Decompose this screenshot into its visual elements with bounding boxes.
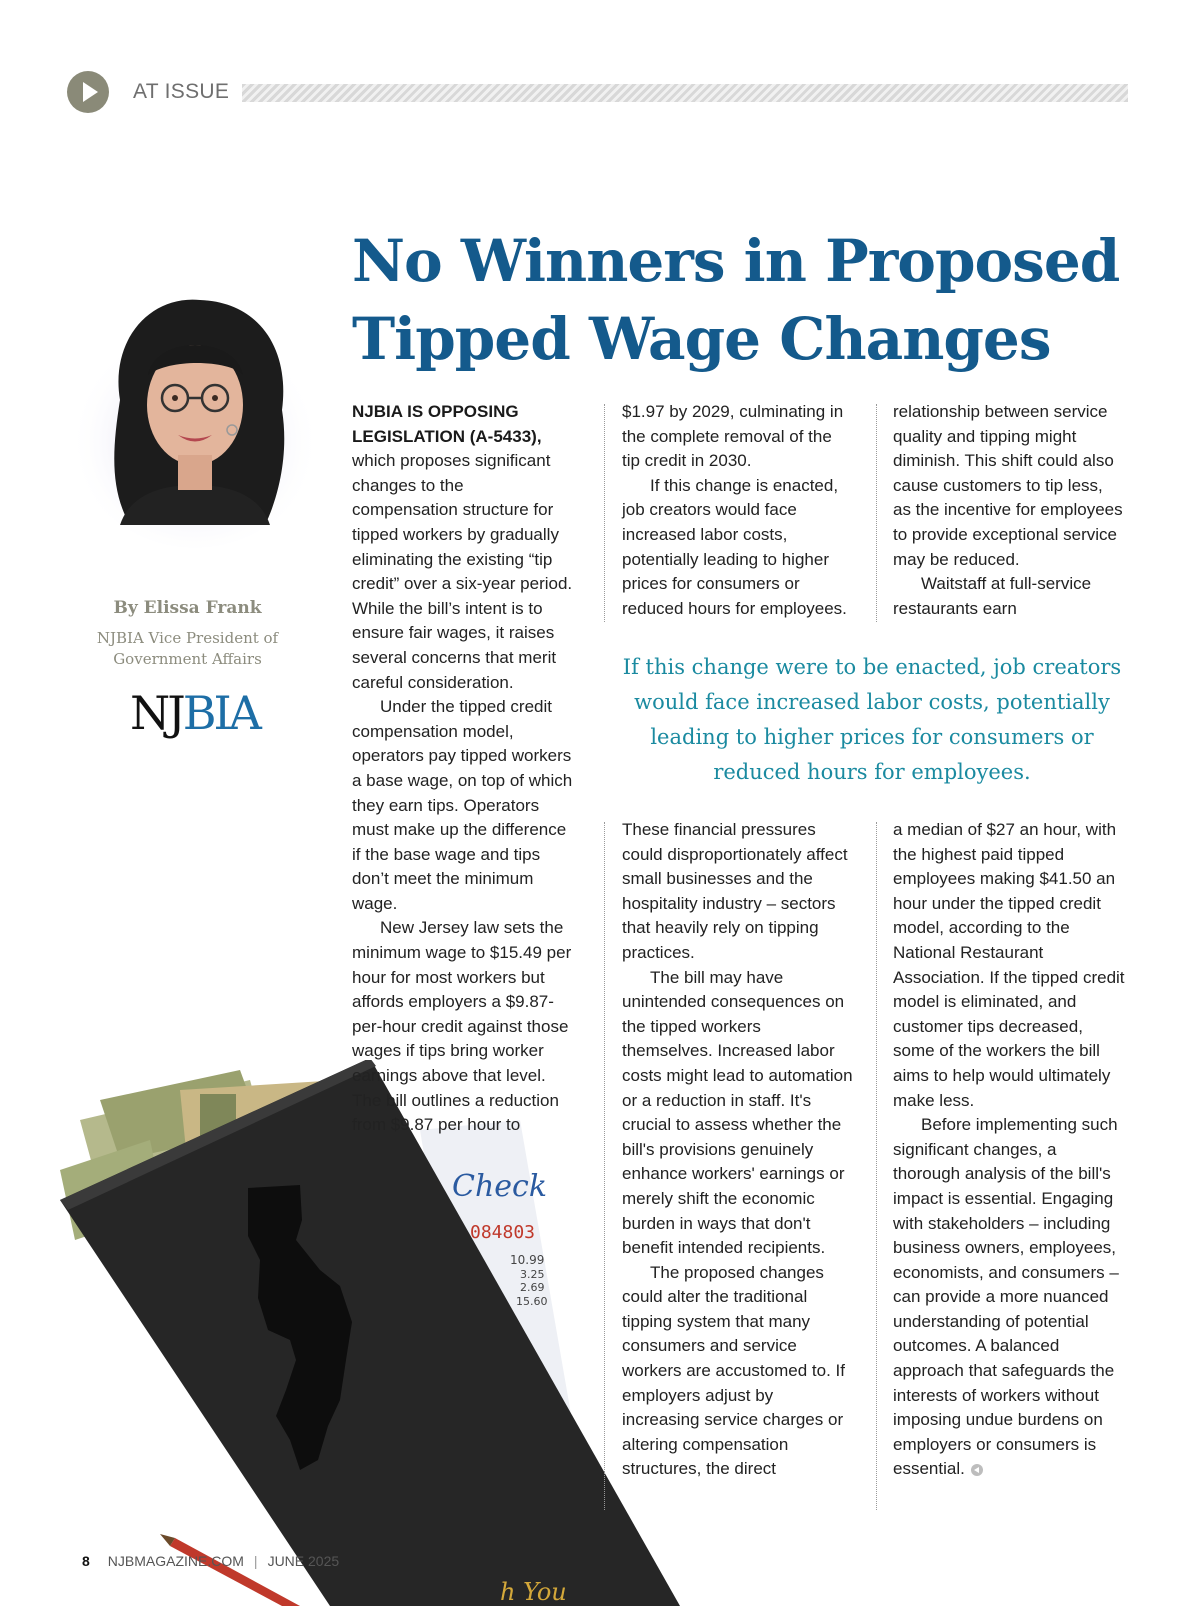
paragraph: relationship between service quality and tipping might diminish. This shift could also cause customers to tip less, as the incentive for employees to provide exceptional service may be reduced.	[893, 402, 1123, 569]
header-rule	[242, 84, 1128, 102]
end-of-article-icon	[971, 1464, 983, 1476]
paragraph: These financial pressures could disproportionately affect small businesses and the hospitality industry – sectors that heavily rely on tipping practices.	[622, 820, 848, 962]
folder-text: h You	[500, 1578, 567, 1606]
paragraph-text: which proposes significant changes to the compensation structure for tipped workers by gradually eliminating the existing “tip credit” over a six-year period. While the bill’s intent is to ensure fair wages, it raises several concerns that merit careful consideration.	[352, 451, 573, 692]
byline: By Elissa Frank	[113, 598, 262, 618]
paragraph: $1.97 by 2029, culminating in the complete removal of the tip credit in 2030.	[622, 402, 844, 471]
author-portrait	[60, 280, 320, 550]
section-label: AT ISSUE	[133, 80, 230, 103]
check-number: 084803	[470, 1222, 536, 1243]
paragraph: The bill may have unintended consequences on the tipped workers themselves. Increased labor costs might lead to automation or a reduction in staff. It's crucial to assess whether the bill's provisions genuinely enhance workers' earnings or merely shift the economic burden in ways that don't benefit intended recipients.	[622, 967, 853, 1258]
lead-in: NJBIA IS OPPOSING LEGISLATION (A-5433),	[352, 402, 542, 446]
article-headline: No Winners in Proposed Tipped Wage Changes	[352, 227, 1120, 373]
column-1	[352, 400, 574, 1138]
paragraph: If this change is enacted, job creators would face increased labor costs, potentially leading to higher prices for consumers or reduced hours for employees.	[622, 475, 847, 618]
column-divider	[604, 404, 605, 622]
paragraph	[893, 1113, 1125, 1482]
check-amount: 3.25	[520, 1268, 545, 1281]
check-presenter-illustration	[0, 1060, 680, 1606]
footer-separator: |	[253, 1553, 258, 1569]
paragraph	[352, 400, 574, 695]
column-3-bottom	[893, 818, 1125, 1482]
column-2-top	[622, 400, 854, 621]
author-title: NJBIA Vice President of Government Affairs	[96, 629, 279, 668]
paragraph: The proposed changes could alter the traditional tipping system that many consumers and service workers are accustomed to. If employers adjust by increasing service charges or altering compensation structures, the direct	[622, 1262, 845, 1479]
column-3-top	[893, 400, 1125, 621]
logo-nj: NJ	[130, 686, 183, 740]
paragraph: New Jersey law sets the minimum wage to $15.49 per hour for most workers but affords employers a $9.87-per-hour credit against those wages if tips bring worker earnings above that level. The bill outlines a reduction from $9.87 per hour to	[352, 918, 572, 1135]
column-divider	[876, 404, 877, 622]
column-divider	[876, 822, 877, 1510]
column-2-bottom	[622, 818, 854, 1482]
paragraph-text: Before implementing such significant changes, a thorough analysis of the bill's impact is essential. Engaging with stakeholders – including business owners, employees, economists, and consumers – can provide a more nuanced understanding of potential outcomes. A balanced approach that safeguards the interests of workers without imposing undue burdens on employers or consumers is essential.	[893, 1115, 1119, 1479]
paragraph: Under the tipped credit compensation model, operators pay tipped workers a base wage, on top of which they earn tips. Operators must make up the difference if the base wage and tips don’t meet the minimum wage.	[352, 697, 573, 913]
logo-bia: BIA	[182, 686, 259, 740]
check-amount: 2.69	[520, 1281, 545, 1294]
pull-quote: If this change were to be enacted, job creators would face increased labor costs, potentially leading to higher prices for consumers or reduced hours for employees.	[622, 655, 1122, 784]
check-label: Check	[452, 1169, 548, 1204]
paragraph: a median of $27 an hour, with the highest paid tipped employees making $41.50 an hour under the tipped credit model, according to the National Restaurant Association. If the tipped credit model is eliminated, and customer tips decreased, some of the workers the bill aims to help would ultimately make less.	[893, 820, 1125, 1110]
footer-date: JUNE 2025	[267, 1553, 340, 1569]
play-icon	[67, 71, 109, 113]
check-amount: 15.60	[516, 1295, 548, 1308]
paragraph: Waitstaff at full-service restaurants earn	[893, 574, 1092, 618]
page-footer	[82, 1553, 339, 1569]
check-amount: 10.99	[510, 1253, 545, 1267]
footer-site: NJBMAGAZINE.COM	[107, 1553, 244, 1569]
column-divider	[604, 822, 605, 1510]
page-number: 8	[82, 1553, 90, 1569]
pencil	[160, 1534, 300, 1606]
njbia-logo	[130, 686, 259, 740]
